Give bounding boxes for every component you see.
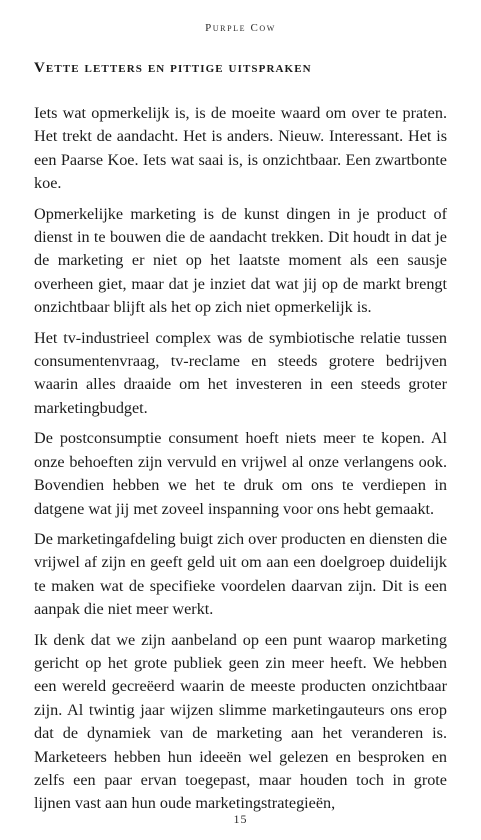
paragraph-2: Opmerkelijke marketing is de kunst dingen in je product of dienst in te bouwen die de aandacht trekken. Dit houdt in dat je de marketing er niet op het laatste moment als een sausje overheen giet, maar dat je inziet dat wat jij op de markt brengt onzichtbaar blijft als het op zich niet opmerkelijk is. <box>34 204 447 317</box>
page-number: 15 <box>233 812 248 826</box>
paragraph-4: De postconsumptie consument hoeft niets meer te kopen. Al onze behoeften zijn vervuld en vrijwel al onze verlangens ook. Bovendien hebben we het te druk om ons te verdiepen in datgene wat jij met zoveel inspanning voor ons hebt gemaakt. <box>34 429 447 518</box>
paragraph-3: Het tv-industrieel complex was de symbiotische relatie tussen consumentenvraag, tv-reclame en steeds grotere bedrijven waarin alles draaide om het investeren in een steeds groter marketingbudget. <box>34 328 447 417</box>
paragraph-6: Ik denk dat we zijn aanbeland op een punt waarop marketing gericht op het grote publiek geen zin meer heeft. We hebben een wereld gecreëerd waarin de meeste producten onzichtbaar zijn. Al twintig jaar wijzen slimme marketingauteurs ons erop dat de dynamiek van de marketing aan het veranderen is. Marketeers hebben hun ideeën wel gelezen en besproken en zelfs een paar ervan toegepast, maar houden toch in grote lijnen vast aan hun oude marketingstrategieën, <box>34 630 447 813</box>
running-head: Purple Cow <box>205 22 276 34</box>
section-heading: Vette letters en pittige uitspraken <box>34 60 312 76</box>
body-text <box>34 102 447 823</box>
paragraph-5: De marketingafdeling buigt zich over producten en diensten die vrijwel af zijn en geeft geld uit om aan een doelgroep duidelijk te maken wat de specifieke voordelen daarvan zijn. Dit is een aanpak die niet meer werkt. <box>34 529 447 619</box>
paragraph-1: Iets wat opmerkelijk is, is de moeite waard om over te praten. Het trekt de aandacht. Het is anders. Nieuw. Interessant. Het is een Paarse Koe. Iets wat saai is, is onzichtbaar. Een zwartbonte koe. <box>34 104 447 193</box>
